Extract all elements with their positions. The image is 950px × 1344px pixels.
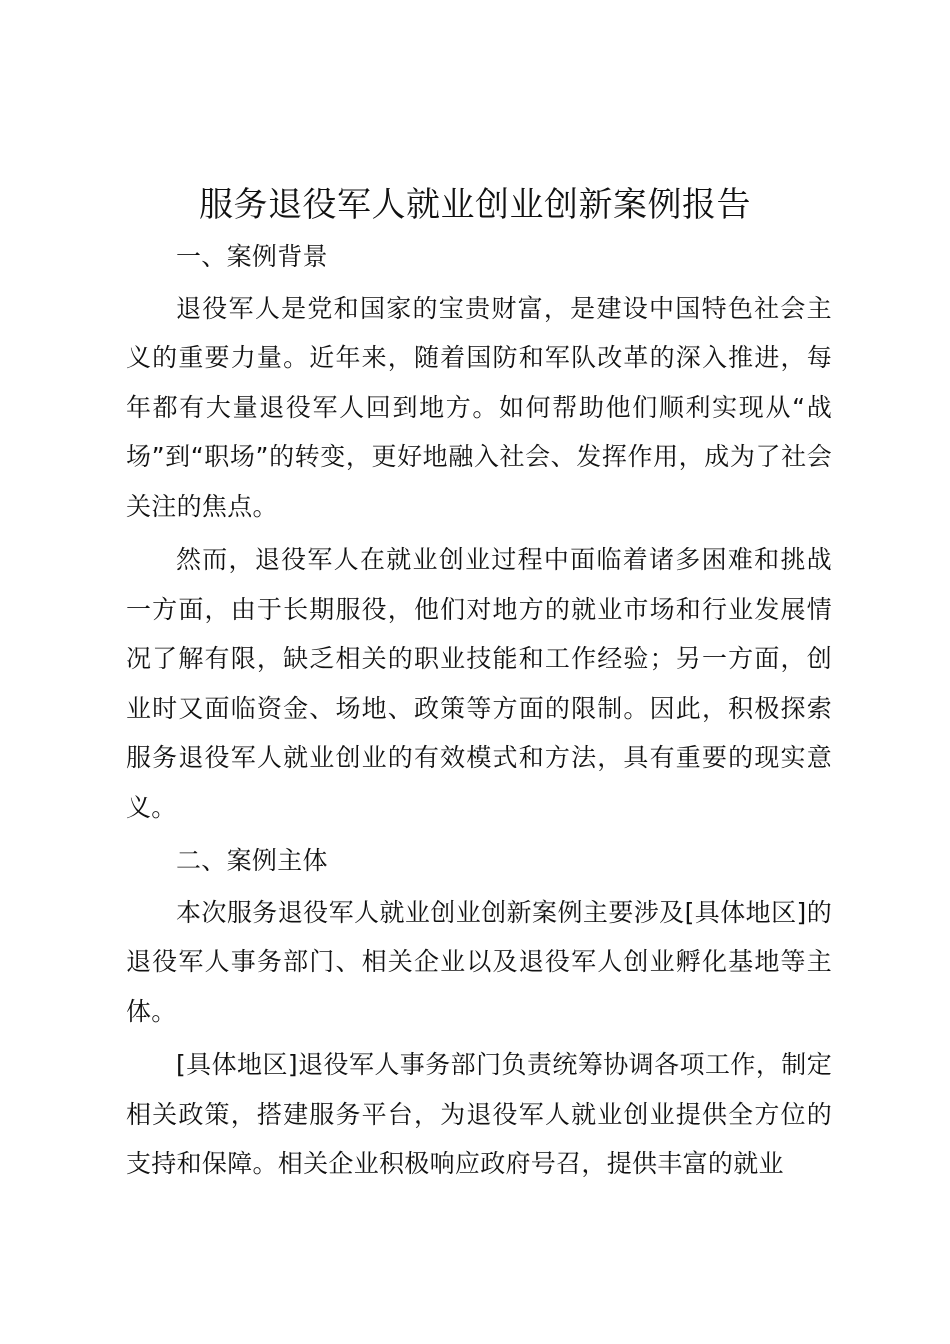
- paragraph-subject-2: [具体地区]退役军人事务部门负责统筹协调各项工作，制定相关政策，搭建服务平台，为退役军人就业创业提供全方位的支持和保障。相关企业积极响应政府号召，提供丰富的就业: [126, 1050, 832, 1178]
- paragraph-subject-1: 本次服务退役军人就业创业创新案例主要涉及[具体地区]的退役军人事务部门、相关企业以及退役军人创业孵化基地等主体。: [126, 897, 832, 1026]
- section-heading-background: 一、案例背景: [176, 242, 328, 271]
- section-heading-subject: 二、案例主体: [176, 846, 328, 875]
- document-body: [126, 232, 832, 1189]
- paragraph-background-2: 然而，退役军人在就业创业过程中面临着诸多困难和挑战一方面，由于长期服役，他们对地方的就业市场和行业发展情况了解有限，缺乏相关的职业技能和工作经验；另一方面，创业时又面临资金、场地、政策等方面的限制。因此，积极探索服务退役军人就业创业的有效模式和方法，具有重要的现实意义。: [126, 545, 832, 822]
- document-title: 服务退役军人就业创业创新案例报告: [199, 185, 751, 225]
- paragraph-background-1: 退役军人是党和国家的宝贵财富，是建设中国特色社会主义的重要力量。近年来，随着国防和军队改革的深入推进，每年都有大量退役军人回到地方。如何帮助他们顺利实现从“战场”到“职场”的转变，更好地融入社会、发挥作用，成为了社会关注的焦点。: [126, 293, 832, 521]
